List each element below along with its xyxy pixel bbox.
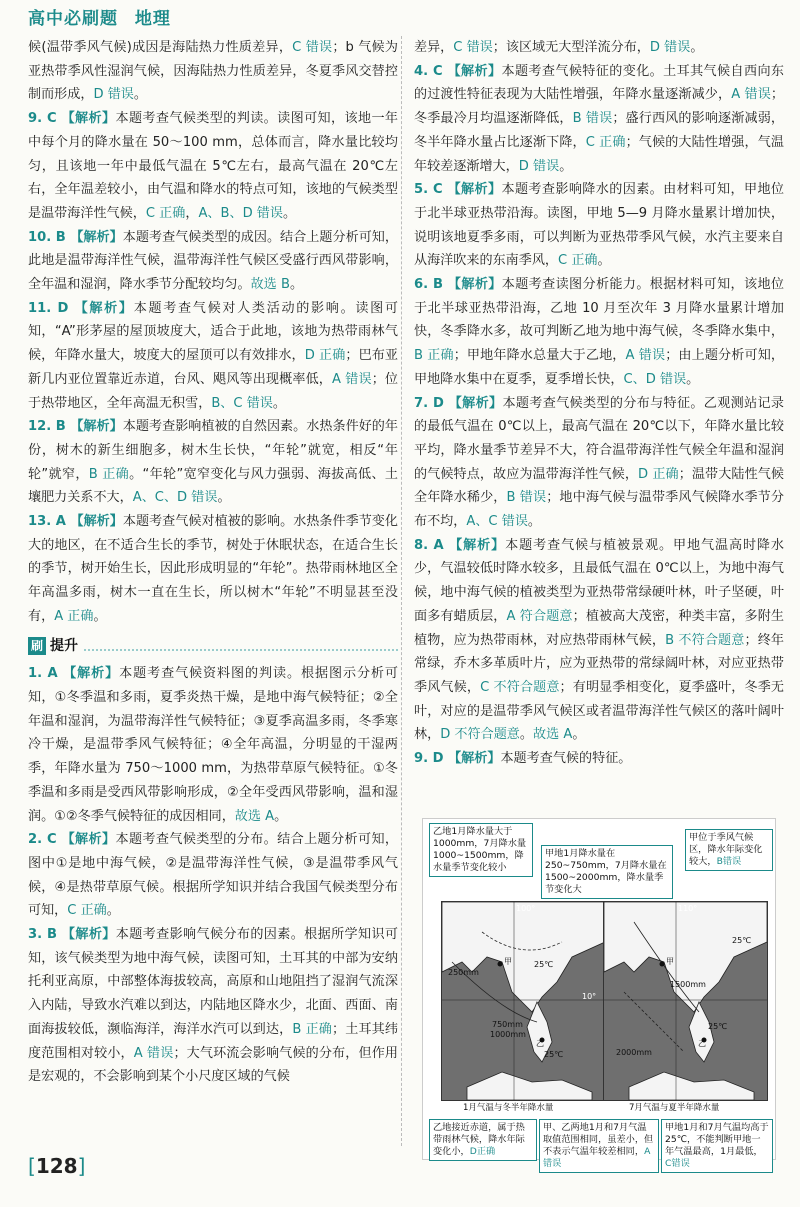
- answer-item: [28, 107, 398, 226]
- text-segment: 本题考查气候特征的变化。土耳其气候自西向东的过渡性特征表现为大陆性增强，年降水量逐渐减少，: [414, 63, 785, 103]
- answer-item: [414, 392, 784, 534]
- text-segment: ；由上题分析可知，甲地降水集中在夏季，夏季增长快，: [414, 348, 785, 387]
- map-january-svg: [442, 902, 605, 1100]
- text-segment: 本题考查气候对植被的影响。水热条件季节变化大的地区，在不适合生长的季节，树处于休眠状态，在适合生长的季节，树开始生长，因此形成明显的“年轮”。热带雨林地区全年高温多雨，树木一直在生长，所以树木“年轮”不明显甚至没有，: [28, 514, 398, 624]
- analysis-label: 【解析】: [448, 395, 503, 411]
- answer-judgement: 故选 A: [533, 727, 573, 743]
- text-segment: 。: [690, 40, 704, 55]
- page-number-value: 128: [35, 1154, 78, 1178]
- callout-jia-variability: [685, 829, 773, 871]
- answer-judgement: A、B、D 错误: [198, 205, 283, 221]
- answer-judgement: C 正确: [558, 253, 598, 269]
- map-january-caption: 1月气温与冬半年降水量: [463, 1103, 554, 1113]
- isotherm-label: 25℃: [732, 936, 752, 945]
- text-segment: ；气候的大陆性增强，气温年较差逐渐增大，: [414, 134, 785, 174]
- text-segment: 甲位于季风气候区，降水年际变化较大，: [689, 832, 763, 867]
- answer-judgement: A 错误: [133, 1045, 174, 1061]
- answer-judgement: B错误: [716, 856, 742, 867]
- site-yi-label: 乙: [536, 1039, 544, 1048]
- question-number: 10. B: [28, 229, 71, 245]
- answer-judgement: B 错误: [506, 490, 547, 506]
- answer-judgement: B 正确: [414, 348, 454, 364]
- analysis-label: 【解析】: [448, 751, 501, 767]
- question-number: 4. C: [414, 63, 448, 79]
- text-segment: 。: [519, 727, 533, 743]
- text-segment: 乙地接近赤道，属于热带雨林气候，降水年际变化小，: [433, 1122, 525, 1157]
- answer-item: [414, 178, 784, 273]
- right-column: [414, 36, 784, 771]
- latitude-label: 10°: [582, 992, 597, 1001]
- answer-judgement: A、C 错误: [466, 514, 528, 530]
- text-segment: ；盛行西风的影响逐渐减弱，冬半年降水量占比逐渐下降，: [414, 111, 785, 150]
- analysis-label: 【解析】: [70, 229, 123, 245]
- site-yi-label: 乙: [698, 1039, 706, 1048]
- text-segment: ；土耳其纬度范围相对较小，: [28, 1021, 398, 1061]
- analysis-label: 【解析】: [70, 514, 123, 530]
- answer-judgement: A、C、D 错误: [132, 490, 218, 506]
- text-segment: 本题考查气候类型的分布。结合上题分析可知，图中①是地中海气候，②是温带海洋性气候，③是温带季风气候，④是热带草原气候。根据所学知识并结合我国气候类型分布可知，: [28, 832, 399, 919]
- answer-judgement: C 错误: [453, 40, 493, 55]
- analysis-label: 【解析】: [61, 927, 116, 943]
- site-jia-marker: [498, 962, 503, 967]
- answer-judgement: C 正确: [145, 205, 186, 221]
- text-segment: ，: [185, 205, 199, 221]
- answer-item: [28, 510, 398, 629]
- analysis-label: 【解析】: [63, 666, 120, 682]
- text-segment: ；巴布亚新几内亚位置靠近赤道，台风、飓风等出现概率低，: [28, 348, 399, 387]
- book-title: 高中必刷题: [28, 9, 118, 29]
- isotherm-label: 25℃: [534, 960, 554, 969]
- answer-judgement: C 错误: [292, 40, 333, 55]
- answer-judgement: D 错误: [518, 158, 560, 174]
- text-segment: 本题考查气候类型的成因。结合上题分析可知，此地是温带海洋性气候，温带海洋性气候区受盛行西风带影响，全年温和湿润，降水季节分配较均匀。: [28, 229, 399, 293]
- answer-judgement: B 正确: [292, 1021, 333, 1037]
- text-segment: 本题考查读图分析能力。根据材料可知，该地位于北半球亚热带沿海，乙地 10 月至次年 3 月降水量累计增加快，冬季降水多，故可判断乙地为地中海气候，冬季降水集中，: [414, 277, 785, 340]
- answer-judgement: C 正确: [585, 134, 626, 150]
- section-heading: [28, 635, 398, 659]
- answer-judgement: B 不符合题意: [665, 632, 745, 648]
- text-segment: 本题考查气候的特征。: [500, 751, 632, 767]
- section-title: 提升: [50, 637, 79, 654]
- text-segment: 。: [93, 608, 107, 624]
- answer-item: [28, 828, 398, 923]
- text-segment: 差异，: [414, 40, 454, 55]
- text-segment: ；甲地年降水总量大于乙地，: [453, 348, 626, 364]
- text-segment: 甲、乙两地1月和7月气温取值范围相同，虽差小，但不表示气温年较差相同，: [543, 1122, 654, 1157]
- answer-judgement: D 错误: [649, 40, 691, 55]
- text-segment: 。“年轮”宽窄变化与风力强弱、海拔高低、土壤肥力关系不大，: [28, 466, 398, 506]
- callout-jia-precip: [541, 845, 673, 899]
- answer-judgement: D正确: [469, 1146, 496, 1157]
- text-segment: 本题考查气候资料图的判读。根据图示分析可知，①冬季温和多雨，夏季炎热干燥，是地中海气候特征；②全年温和湿润，为温带海洋性气候特征；③夏季高温多雨，冬季寒冷干燥，是温带季风气候特征；④全年高温，分明显的干湿两季，年降水量为 750～1000 mm，为热带草原气候特征。①冬季温和多雨是受西风带影响形成，②全年受西风带影响，温和湿润。①②冬季气候特征的成因相同，: [28, 666, 399, 824]
- analysis-label: 【解析】: [449, 537, 506, 553]
- answer-judgement: B、C 错误: [211, 395, 273, 411]
- answer-judgement: B 正确: [88, 466, 130, 482]
- text-segment: ；植被高大茂密，种类丰富，多附生植物，应为热带雨林，对应热带雨林气候，: [414, 608, 785, 648]
- text-segment: 本题考查影响植被的自然因素。水热条件好的年份，树木的新生细胞多，树木生长快，“年轮”就宽，相反“年轮”就窄，: [28, 419, 399, 482]
- question-number: 12. B: [28, 419, 71, 435]
- isohyet-label: 250mm: [448, 968, 479, 977]
- answer-item: [28, 415, 398, 510]
- text-segment: 。: [272, 395, 286, 411]
- analysis-label: 【解析】: [61, 111, 116, 127]
- text-segment: 甲地1月降水量在250~750mm，7月降水量在1500~2000mm，降水量季节变化大: [545, 848, 667, 895]
- answer-judgement: A 错误: [332, 371, 372, 387]
- question-number: 8. A: [414, 537, 450, 553]
- subject-label: 地理: [134, 9, 171, 29]
- answer-judgement: D 错误: [93, 87, 134, 103]
- isohyet-label: 750mm: [492, 1020, 523, 1029]
- question-number: 7. D: [414, 395, 449, 411]
- isohyet-label: 1000mm: [490, 1030, 526, 1039]
- isohyet-label: 2000mm: [616, 1048, 652, 1057]
- text-segment: 本题考查气候与植被景观。甲地气温高时降水少，气温较低时降水较多，且最低气温在 0℃以上，为地中海气候，地中海气候的植被类型为亚热带常绿硬叶林，叶子坚硬，叶面多有蜡质层，: [414, 537, 785, 624]
- map-july: [603, 901, 768, 1101]
- answer-judgement: 故选 A: [234, 808, 275, 824]
- answer-judgement: D 不符合题意: [440, 727, 520, 743]
- callout-jia-temp: [661, 1119, 773, 1173]
- answer-item: [414, 36, 784, 60]
- site-jia-marker: [660, 962, 665, 967]
- text-segment: 。: [597, 253, 611, 269]
- answer-judgement: B 错误: [572, 111, 613, 127]
- answer-item: [414, 747, 784, 771]
- text-segment: 。: [106, 903, 120, 919]
- analysis-label: 【解析】: [70, 419, 123, 435]
- text-segment: 。: [283, 205, 297, 221]
- longitude-label: 100°: [516, 904, 536, 913]
- answer-judgement: C、D 错误: [623, 371, 687, 387]
- text-segment: 候(温带季风气候)成因是海陆热力性质差异，: [28, 40, 293, 55]
- question-number: 2. C: [28, 832, 62, 848]
- answer-item: [28, 662, 398, 828]
- analysis-label: 【解析】: [447, 182, 502, 198]
- text-segment: ；冬季最冷月均温逐渐降低，: [414, 87, 785, 127]
- answer-item: [28, 36, 398, 107]
- map-july-caption: 7月气温与夏半年降水量: [629, 1103, 720, 1113]
- answer-item: [414, 534, 784, 747]
- section-badge: 刷: [28, 637, 46, 655]
- text-segment: 本题考查影响降水的因素。由材料可知，甲地位于北半球亚热带沿海。读图，甲地 5—9 月降水量累计增加快，说明该地夏季多雨，可以判断为亚热带季风气候，水汽主要来自从海洋吹来的东南季风，: [414, 182, 785, 269]
- question-number: 11. D: [28, 300, 75, 316]
- callout-yi-precip: [429, 823, 533, 877]
- question-number: 13. A: [28, 514, 71, 530]
- text-segment: ；位于热带地区，全年高温无积雪，: [28, 371, 399, 411]
- answer-judgement: A 符合题意: [506, 608, 573, 624]
- answer-judgement: A错误: [543, 1146, 651, 1169]
- text-segment: 甲地1月和7月气温均高于25℃，不能判断甲地一年气温最高，1月最低，: [665, 1122, 769, 1157]
- isotherm-label: 25℃: [708, 1022, 728, 1031]
- question-number: 5. C: [414, 182, 448, 198]
- analysis-label: 【解析】: [447, 277, 502, 293]
- answer-judgement: A 错误: [731, 87, 771, 103]
- map-july-svg: [604, 902, 767, 1100]
- answer-judgement: A 错误: [625, 348, 666, 364]
- text-segment: 。: [217, 490, 231, 506]
- question-number: 9. D: [414, 751, 449, 767]
- page-number: [128]: [28, 1154, 86, 1178]
- analysis-label: 【解析】: [447, 63, 502, 79]
- answer-judgement: C 正确: [67, 903, 107, 919]
- text-segment: 本题考查气候对人类活动的影响。读图可知，“A”形茅屋的屋顶坡度大，适合于此地，该地为热带雨林气候，年降水量大，坡度大的屋顶可以有效排水，: [28, 300, 399, 364]
- answer-item: [28, 297, 398, 416]
- isohyet-label: 1500mm: [670, 980, 706, 989]
- answer-item: [414, 273, 784, 392]
- callout-yi-rainforest: [429, 1119, 537, 1161]
- text-segment: ；b 气候为亚热带季风性湿润气候，因海陆热力性质差异，冬夏季风交替控制而形成，: [28, 40, 398, 103]
- text-segment: ；温带大陆性气候全年降水稀少，: [414, 466, 785, 506]
- text-segment: 本题考查影响气候分布的因素。根据所学知识可知，该气候类型为地中海气候，读图可知，土耳其的中部为安纳托利亚高原，中部整体海拔较高，高原和山地阻挡了湿润气流深入内陆，导致水汽难以到达，内陆地区降水少，北面、西面、南面海拔较低，濒临海洋，海洋水汽可以到达，: [28, 927, 399, 1037]
- text-segment: 本题考查气候类型的分布与特征。乙观测站记录的最低气温在 0℃以上，最高气温在 20℃以下，年降水量比较平均，降水量季节差异不大，符合温带海洋性气候全年温和湿润的气候特点，故应为温带海洋性气候，: [414, 395, 785, 482]
- callout-temp-range: [539, 1119, 659, 1173]
- map-january: [441, 901, 606, 1101]
- text-segment: ；有明显季相变化，夏季盛叶，冬季无叶，对应的是温带季风气候区或者温带海洋性气候区的落叶阔叶林，: [414, 679, 785, 743]
- answer-item: [28, 226, 398, 297]
- section-rule: [84, 641, 398, 651]
- text-segment: 。: [559, 158, 573, 174]
- answer-judgement: C 不符合题意: [480, 679, 560, 695]
- text-segment: 。: [686, 371, 700, 387]
- question-number: 6. B: [414, 277, 448, 293]
- site-jia-label: 甲: [504, 957, 512, 966]
- text-segment: 本题考查气候类型的判读。读图可知，该地一年中每个月的降水量在 50～100 mm，总体而言，降水量比较均匀，且该地一年中最低气温在 5℃左右，最高气温在 20℃左右，全年温差较小，由气温和降水的特点可知，该地的气候类型是温带海洋性气候，: [28, 111, 399, 221]
- page-header: [28, 4, 171, 29]
- longitude-label: 110°: [678, 904, 698, 913]
- answer-judgement: D 正确: [638, 466, 679, 482]
- answer-judgement: D 正确: [304, 348, 346, 364]
- answer-judgement: C错误: [665, 1158, 690, 1169]
- analysis-label: 【解析】: [61, 832, 116, 848]
- answer-item: [28, 923, 398, 1089]
- climate-map-figure: [422, 818, 776, 1169]
- text-segment: ；终年常绿，乔木多革质叶片，应为亚热带的常绿阔叶林，对应亚热带季风气候，: [414, 632, 785, 695]
- text-segment: 。: [274, 808, 288, 824]
- analysis-label: 【解析】: [74, 300, 134, 316]
- isotherm-label: 25℃: [544, 1050, 564, 1059]
- answer-judgement: 故选 B: [250, 277, 290, 293]
- left-column: [28, 36, 398, 1089]
- answer-judgement: A 正确: [54, 608, 94, 624]
- text-segment: 。: [527, 514, 542, 530]
- text-segment: ；该区域无大型洋流分布，: [492, 40, 650, 55]
- text-segment: 。: [572, 727, 586, 743]
- answer-item: [414, 60, 784, 179]
- question-number: 9. C: [28, 111, 62, 127]
- text-segment: ；大气环流会影响气候的分布，但作用是宏观的，不会影响到某个小尺度区域的气候: [28, 1045, 399, 1085]
- text-segment: 乙地1月降水量大于1000mm，7月降水量1000~1500mm，降水量季节变化较小: [433, 826, 527, 873]
- question-number: 1. A: [28, 666, 64, 682]
- site-jia-label: 甲: [666, 957, 674, 966]
- question-number: 3. B: [28, 927, 62, 943]
- text-segment: 。: [133, 87, 147, 103]
- column-divider: [401, 36, 402, 1146]
- text-segment: ；地中海气候与温带季风气候降水季节分布不均，: [414, 490, 784, 530]
- text-segment: 。: [289, 277, 304, 293]
